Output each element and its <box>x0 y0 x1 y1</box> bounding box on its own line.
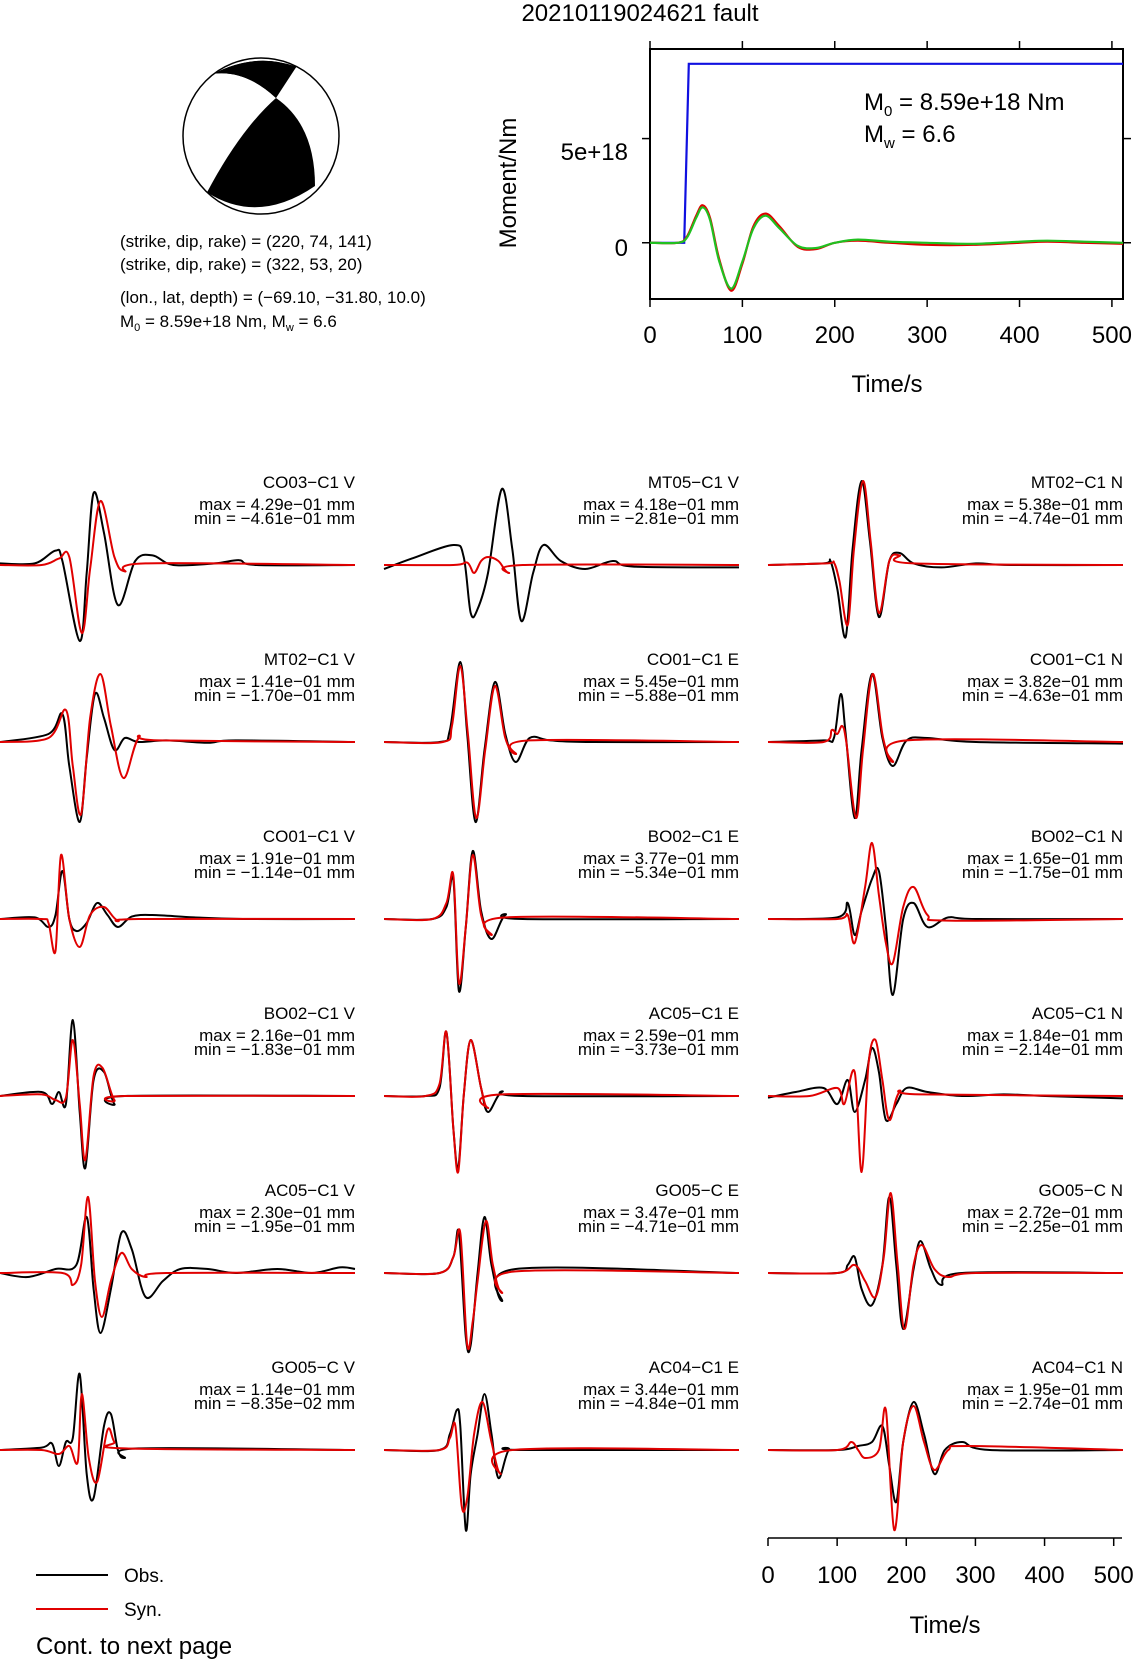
min-amplitude-label: min = −4.84e−01 mm <box>577 1394 739 1413</box>
synthetic-waveform <box>384 1402 739 1512</box>
focal-mechanism-beachball <box>183 58 339 214</box>
moment-xtick-label-300: 300 <box>907 322 948 349</box>
max-amplitude-label: max = 5.45e−01 mm <box>583 672 739 691</box>
max-amplitude-label: max = 2.72e−01 mm <box>967 1203 1123 1222</box>
waveform-panel <box>768 1181 1123 1329</box>
waveform-panel <box>768 1358 1123 1530</box>
station-label: CO03−C1 V <box>262 473 355 492</box>
min-amplitude-label: min = −1.95e−01 mm <box>193 1217 355 1236</box>
moment-xlabel: Time/s <box>851 371 923 398</box>
max-amplitude-label: max = 1.84e−01 mm <box>967 1026 1123 1045</box>
max-amplitude-label: max = 1.91e−01 mm <box>199 849 355 868</box>
station-label: BO02−C1 V <box>263 1004 355 1023</box>
waveform-panel <box>384 650 739 822</box>
min-amplitude-label: min = −2.14e−01 mm <box>961 1040 1123 1059</box>
max-amplitude-label: max = 3.47e−01 mm <box>583 1203 739 1222</box>
moment-axis-ticks <box>642 41 1131 307</box>
station-label: GO05−C V <box>271 1358 355 1377</box>
waveform-panel <box>0 473 356 641</box>
max-amplitude-label: max = 1.41e−01 mm <box>199 672 355 691</box>
moment-rate-red-line <box>650 205 1123 290</box>
waveform-xtick-label-500: 500 <box>1093 1562 1134 1589</box>
moment-xtick-label-100: 100 <box>722 322 763 349</box>
synthetic-waveform <box>768 1039 1123 1172</box>
min-amplitude-label: min = −1.14e−01 mm <box>193 863 355 882</box>
waveform-xtick-label-0: 0 <box>761 1562 775 1589</box>
plane1-text: (strike, dip, rake) = (220, 74, 141) <box>120 232 372 251</box>
station-label: CO01−C1 E <box>646 650 739 669</box>
figure-title: 20210119024621 fault <box>521 0 759 27</box>
max-amplitude-label: max = 4.29e−01 mm <box>199 495 355 514</box>
moment-magnitude-text: $M_0 = 8.59e+18$ Nm, $M_w = 6.6$ <box>120 312 337 334</box>
moment-ytick-0: 0 <box>614 235 628 262</box>
max-amplitude-label: max = 2.16e−01 mm <box>199 1026 355 1045</box>
min-amplitude-label: min = −2.25e−01 mm <box>961 1217 1123 1236</box>
min-amplitude-label: min = −5.34e−01 mm <box>577 863 739 882</box>
waveform-panel <box>768 1004 1123 1172</box>
observed-waveform <box>768 868 1123 995</box>
station-label: AC05−C1 N <box>1031 1004 1123 1023</box>
waveform-panel <box>0 1004 356 1169</box>
moment-ytick-5e18: 5e+18 <box>560 139 628 166</box>
max-amplitude-label: max = 1.95e−01 mm <box>967 1380 1123 1399</box>
moment-rate-green-line <box>650 207 1123 288</box>
station-label: AC05−C1 V <box>264 1181 355 1200</box>
continuation-note: Cont. to next page <box>36 1633 233 1660</box>
min-amplitude-label: min = −2.81e−01 mm <box>577 509 739 528</box>
waveform-time-axis <box>761 1538 1133 1639</box>
station-label: AC04−C1 E <box>648 1358 739 1377</box>
station-label: MT02−C1 N <box>1030 473 1123 492</box>
max-amplitude-label: max = 3.82e−01 mm <box>967 672 1123 691</box>
observed-waveform <box>0 693 355 822</box>
waveform-panel <box>384 473 740 621</box>
min-amplitude-label: min = −4.74e−01 mm <box>961 509 1123 528</box>
station-label: GO05−C N <box>1038 1181 1123 1200</box>
station-label: AC05−C1 E <box>648 1004 739 1023</box>
waveform-panel <box>384 1358 739 1531</box>
waveform-axis-ticks <box>761 1538 1133 1589</box>
observed-waveform <box>384 1394 739 1531</box>
min-amplitude-label: min = −3.73e−01 mm <box>577 1040 739 1059</box>
min-amplitude-label: min = −2.74e−01 mm <box>961 1394 1123 1413</box>
waveform-panel <box>768 827 1123 995</box>
min-amplitude-label: min = −8.35e−02 mm <box>193 1394 355 1413</box>
waveform-panel <box>0 1181 356 1333</box>
moment-mw-annotation: $M_w = 6.6$ <box>864 121 956 152</box>
max-amplitude-label: max = 5.38e−01 mm <box>967 495 1123 514</box>
station-label: AC04−C1 N <box>1031 1358 1123 1377</box>
min-amplitude-label: min = −4.71e−01 mm <box>577 1217 739 1236</box>
moment-xtick-labels <box>643 322 1132 349</box>
waveform-panel <box>0 650 356 822</box>
max-amplitude-label: max = 1.65e−01 mm <box>967 849 1123 868</box>
waveform-xtick-label-200: 200 <box>886 1562 927 1589</box>
station-label: MT05−C1 V <box>647 473 739 492</box>
min-amplitude-label: min = −5.88e−01 mm <box>577 686 739 705</box>
waveform-panel <box>768 473 1123 638</box>
synthetic-waveform <box>384 557 739 573</box>
waveform-panel <box>768 650 1123 818</box>
waveform-xlabel: Time/s <box>909 1612 981 1639</box>
station-label: CO01−C1 V <box>262 827 355 846</box>
waveform-panel <box>384 827 739 992</box>
station-label: GO05−C E <box>655 1181 739 1200</box>
moment-xtick-label-0: 0 <box>643 322 657 349</box>
moment-m0-annotation: $M_0 = 8.59e+18$ Nm <box>864 89 1065 120</box>
waveform-xtick-label-400: 400 <box>1024 1562 1065 1589</box>
min-amplitude-label: min = −4.61e−01 mm <box>193 509 355 528</box>
legend <box>36 1566 164 1621</box>
moment-xtick-label-400: 400 <box>999 322 1040 349</box>
station-label: BO02−C1 N <box>1030 827 1123 846</box>
station-label: MT02−C1 V <box>263 650 355 669</box>
waveform-panel <box>0 827 356 953</box>
max-amplitude-label: max = 3.44e−01 mm <box>583 1380 739 1399</box>
observed-waveform <box>384 1217 739 1352</box>
synthetic-waveform <box>768 1406 1123 1530</box>
min-amplitude-label: min = −4.63e−01 mm <box>961 686 1123 705</box>
waveform-panels <box>0 473 1123 1531</box>
location-text: (lon., lat, depth) = (−69.10, −31.80, 10.0) <box>120 288 426 307</box>
waveform-panel <box>384 1181 739 1352</box>
legend-syn-label: Syn. <box>124 1600 163 1621</box>
moment-function-chart <box>495 41 1132 398</box>
waveform-panel <box>0 1358 356 1501</box>
max-amplitude-label: max = 4.18e−01 mm <box>583 495 739 514</box>
min-amplitude-label: min = −1.75e−01 mm <box>961 863 1123 882</box>
max-amplitude-label: max = 3.77e−01 mm <box>583 849 739 868</box>
moment-ylabel: Moment/Nm <box>495 117 522 249</box>
moment-xtick-label-500: 500 <box>1091 322 1132 349</box>
synthetic-waveform <box>384 1221 739 1349</box>
waveform-xtick-label-300: 300 <box>955 1562 996 1589</box>
plane2-text: (strike, dip, rake) = (322, 53, 20) <box>120 255 363 274</box>
max-amplitude-label: max = 1.14e−01 mm <box>199 1380 355 1399</box>
max-amplitude-label: max = 2.59e−01 mm <box>583 1026 739 1045</box>
waveform-xtick-label-100: 100 <box>817 1562 858 1589</box>
min-amplitude-label: min = −1.83e−01 mm <box>193 1040 355 1059</box>
station-label: BO02−C1 E <box>647 827 739 846</box>
station-label: CO01−C1 N <box>1029 650 1123 669</box>
max-amplitude-label: max = 2.30e−01 mm <box>199 1203 355 1222</box>
waveform-panel <box>384 1004 739 1173</box>
min-amplitude-label: min = −1.70e−01 mm <box>193 686 355 705</box>
legend-obs-label: Obs. <box>124 1566 165 1587</box>
moment-xtick-label-200: 200 <box>814 322 855 349</box>
